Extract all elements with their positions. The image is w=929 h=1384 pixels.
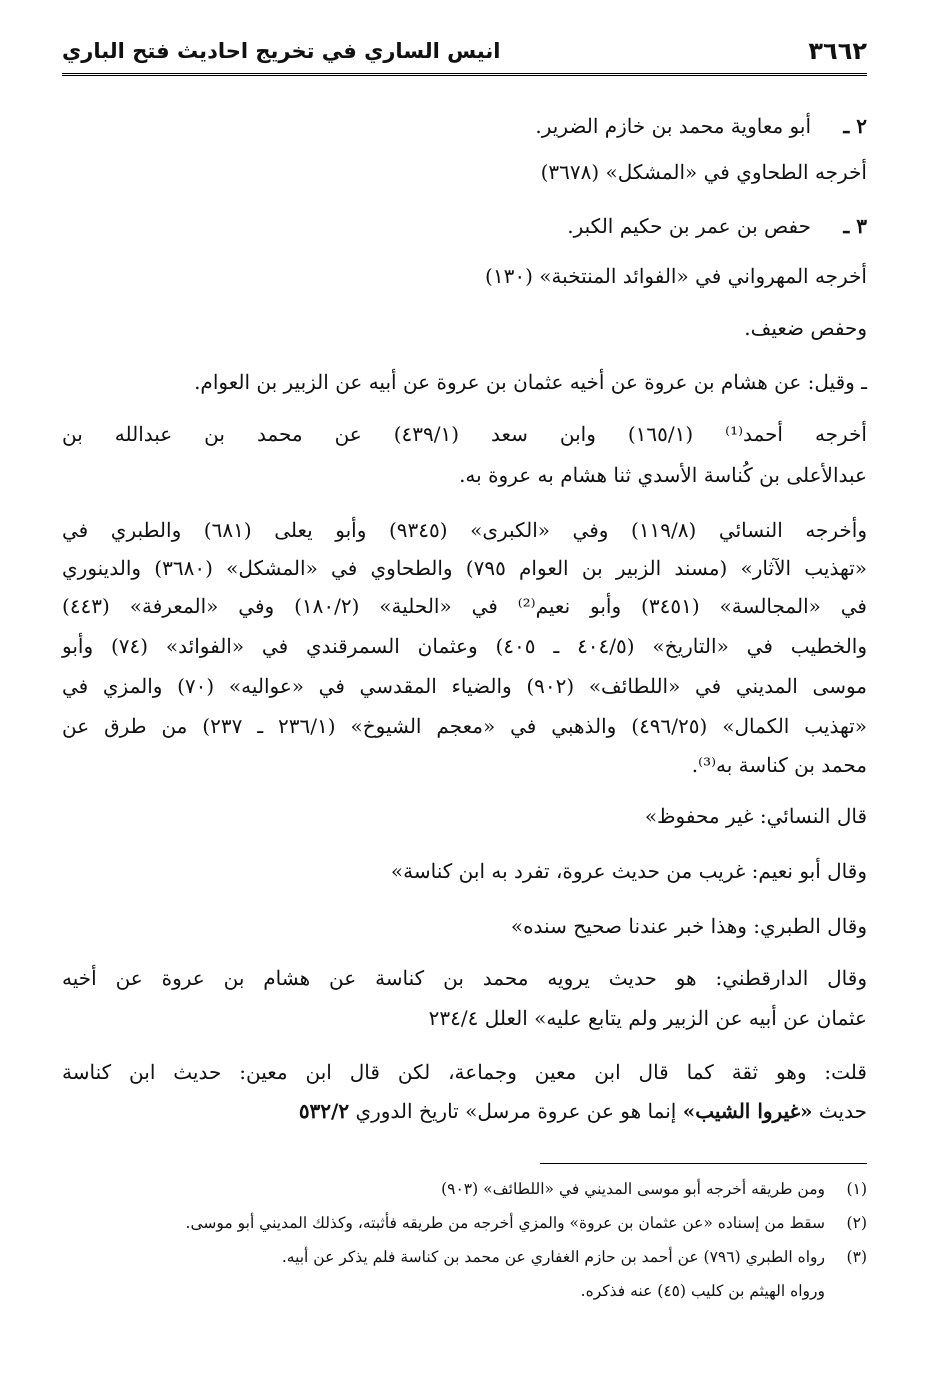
footnote-number: (١) — [846, 1180, 867, 1198]
item-2-heading — [62, 112, 867, 140]
page-number: ٣٦٦٢ — [808, 37, 867, 65]
item-2-name: أبو معاوية محمد بن خازم الضرير. — [535, 114, 811, 138]
footnote-number: (٢) — [846, 1214, 867, 1232]
quote-nasai: قال النسائي: غير محفوظ» — [644, 804, 867, 828]
item-3-heading — [62, 212, 867, 240]
quote-abu-nuaym: وقال أبو نعيم: غريب من حديث عروة، تفرد به ابن كناسة» — [390, 859, 867, 883]
footnote-1 — [62, 1178, 867, 1200]
paragraph-2-line-5: موسى المديني في «اللطائف» (٩٠٢) والضياء المقدسي في «عواليه» (٧٠) والمزي في — [62, 674, 867, 698]
quote-daraqutni-line-1: وقال الدارقطني: هو حديث يرويه محمد بن كناسة عن هشام بن عروة عن أخيه — [62, 966, 867, 990]
comment-text-c: إنما هو عن عروة مرسل» تاريخ الدوري — [349, 1099, 683, 1123]
paragraph-2-line-3: في «المجالسة» (٣٤٥١) وأبو نعيم⁽²⁾ في «الحلية» (١٨٠/٢) وفي «المعرفة» (٤٤٣) — [62, 594, 867, 618]
reference-number: ٥٣٢/٢ — [298, 1099, 350, 1123]
quote-daraqutni-line-2: عثمان عن أبيه عن الزبير ولم يتابع عليه» العلل ٢٣٤/٤ — [428, 1006, 867, 1030]
footnote-2 — [62, 1212, 867, 1234]
comment-line-2 — [62, 1097, 867, 1125]
footnote-text: رواه الطبري (٧٩٦) عن أحمد بن حازم الغفاري عن محمد بن كناسة فلم يذكر عن أبيه. — [281, 1248, 825, 1266]
item-3-number: ٣ ـ — [843, 214, 867, 238]
comment-text-a: حديث — [812, 1099, 867, 1123]
footnote-text: ومن طريقه أخرجه أبو موسى المديني في «اللطائف» (٩٠٣) — [441, 1180, 825, 1198]
footnote-text: سقط من إسناده «عن عثمان بن عروة» والمزي أخرجه من طريقه فأثبته، وكذلك المديني أبو موسى. — [185, 1214, 825, 1232]
header-rule — [62, 73, 867, 79]
paragraph-1-line-1: أخرجه أحمد⁽¹⁾ (١٦٥/١) وابن سعد (٤٣٩/١) عن محمد بن عبدالله بن — [62, 422, 867, 446]
paragraph-1-line-2: عبدالأعلى بن كُناسة الأسدي ثنا هشام به عروة به. — [459, 463, 867, 487]
item-2-number: ٢ ـ — [843, 114, 867, 138]
footnote-number: (٣) — [846, 1248, 867, 1266]
variant-chain: ـ وقيل: عن هشام بن عروة عن أخيه عثمان بن عروة عن أبيه عن الزبير بن العوام. — [194, 370, 867, 394]
page-header — [62, 35, 867, 75]
paragraph-2-line-6: «تهذيب الكمال» (٤٩٦/٢٥) والذهبي في «معجم الشيوخ» (٢٣٦/١ ـ ٢٣٧) من طرق عن — [62, 714, 867, 738]
comment-line-1: قلت: وهو ثقة كما قال ابن معين وجماعة، لكن قال ابن معين: حديث ابن كناسة — [62, 1060, 867, 1084]
footnote-rule — [540, 1163, 867, 1164]
hadith-title: «غيروا الشيب» — [682, 1099, 813, 1123]
item-3-name: حفص بن عمر بن حكيم الكبر. — [567, 214, 811, 238]
footnote-text: ورواه الهيثم بن كليب (٤٥) عنه فذكره. — [580, 1282, 825, 1300]
footnote-3-continued — [62, 1280, 867, 1302]
book-title: انيس الساري في تخريج احاديث فتح الباري — [62, 39, 501, 63]
paragraph-2-line-7: محمد بن كناسة به⁽³⁾. — [691, 753, 867, 777]
item-3-source: أخرجه المهرواني في «الفوائد المنتخبة» (١٣٠) — [485, 264, 867, 288]
paragraph-2-line-4: والخطيب في «التاريخ» (٤٠٤/٥ ـ ٤٠٥) وعثمان السمرقندي في «الفوائد» (٧٤) وأبو — [62, 634, 868, 658]
paragraph-2-line-1: وأخرجه النسائي (١١٩/٨) وفي «الكبرى» (٩٣٤٥) وأبو يعلى (٦٨١) والطبري في — [62, 518, 868, 542]
footnote-3 — [62, 1246, 867, 1268]
item-2-source: أخرجه الطحاوي في «المشكل» (٣٦٧٨) — [540, 160, 867, 184]
paragraph-2-line-2: «تهذيب الآثار» (مسند الزبير بن العوام ٧٩٥) والطحاوي في «المشكل» (٣٦٨٠) والدينوري — [62, 556, 868, 580]
quote-tabari: وقال الطبري: وهذا خبر عندنا صحيح سنده» — [510, 914, 867, 938]
item-3-note: وحفص ضعيف. — [744, 316, 867, 340]
